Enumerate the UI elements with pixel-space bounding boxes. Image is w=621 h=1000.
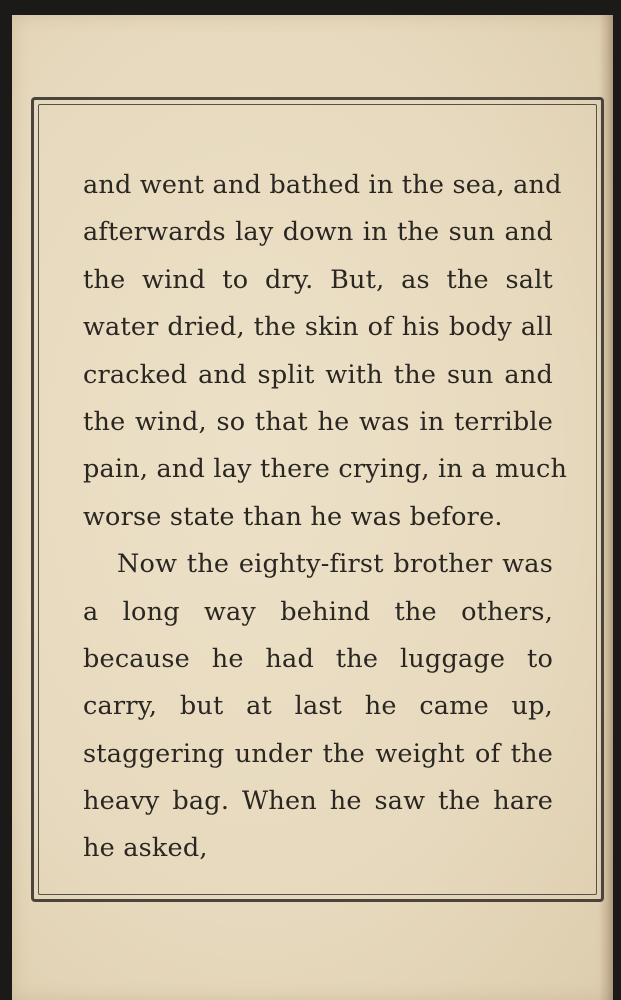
text-line: cracked and split with the sun and	[83, 359, 553, 390]
text-line: afterwards lay down in the sun and	[83, 217, 553, 248]
text-line: because he had the luggage to	[83, 643, 553, 674]
body-text	[83, 162, 568, 873]
text-line: pain, and lay there crying, in a much	[83, 454, 568, 485]
text-line: carry, but at last he came up,	[83, 691, 553, 722]
text-line: water dried, the skin of his body all	[83, 312, 553, 343]
text-line: heavy bag. When he saw the hare	[83, 786, 553, 817]
text-line: he asked,	[83, 833, 208, 864]
text-line: a long way behind the others,	[83, 596, 553, 627]
text-line: Now the eighty-first brother was	[117, 549, 553, 580]
text-line: worse state than he was before.	[83, 501, 503, 532]
text-line: and went and bathed in the sea, and	[83, 170, 562, 200]
text-line: the wind to dry. But, as the salt	[83, 264, 553, 295]
text-line: staggering under the weight of the	[83, 738, 553, 769]
text-line: the wind, so that he was in terrible	[83, 406, 553, 437]
